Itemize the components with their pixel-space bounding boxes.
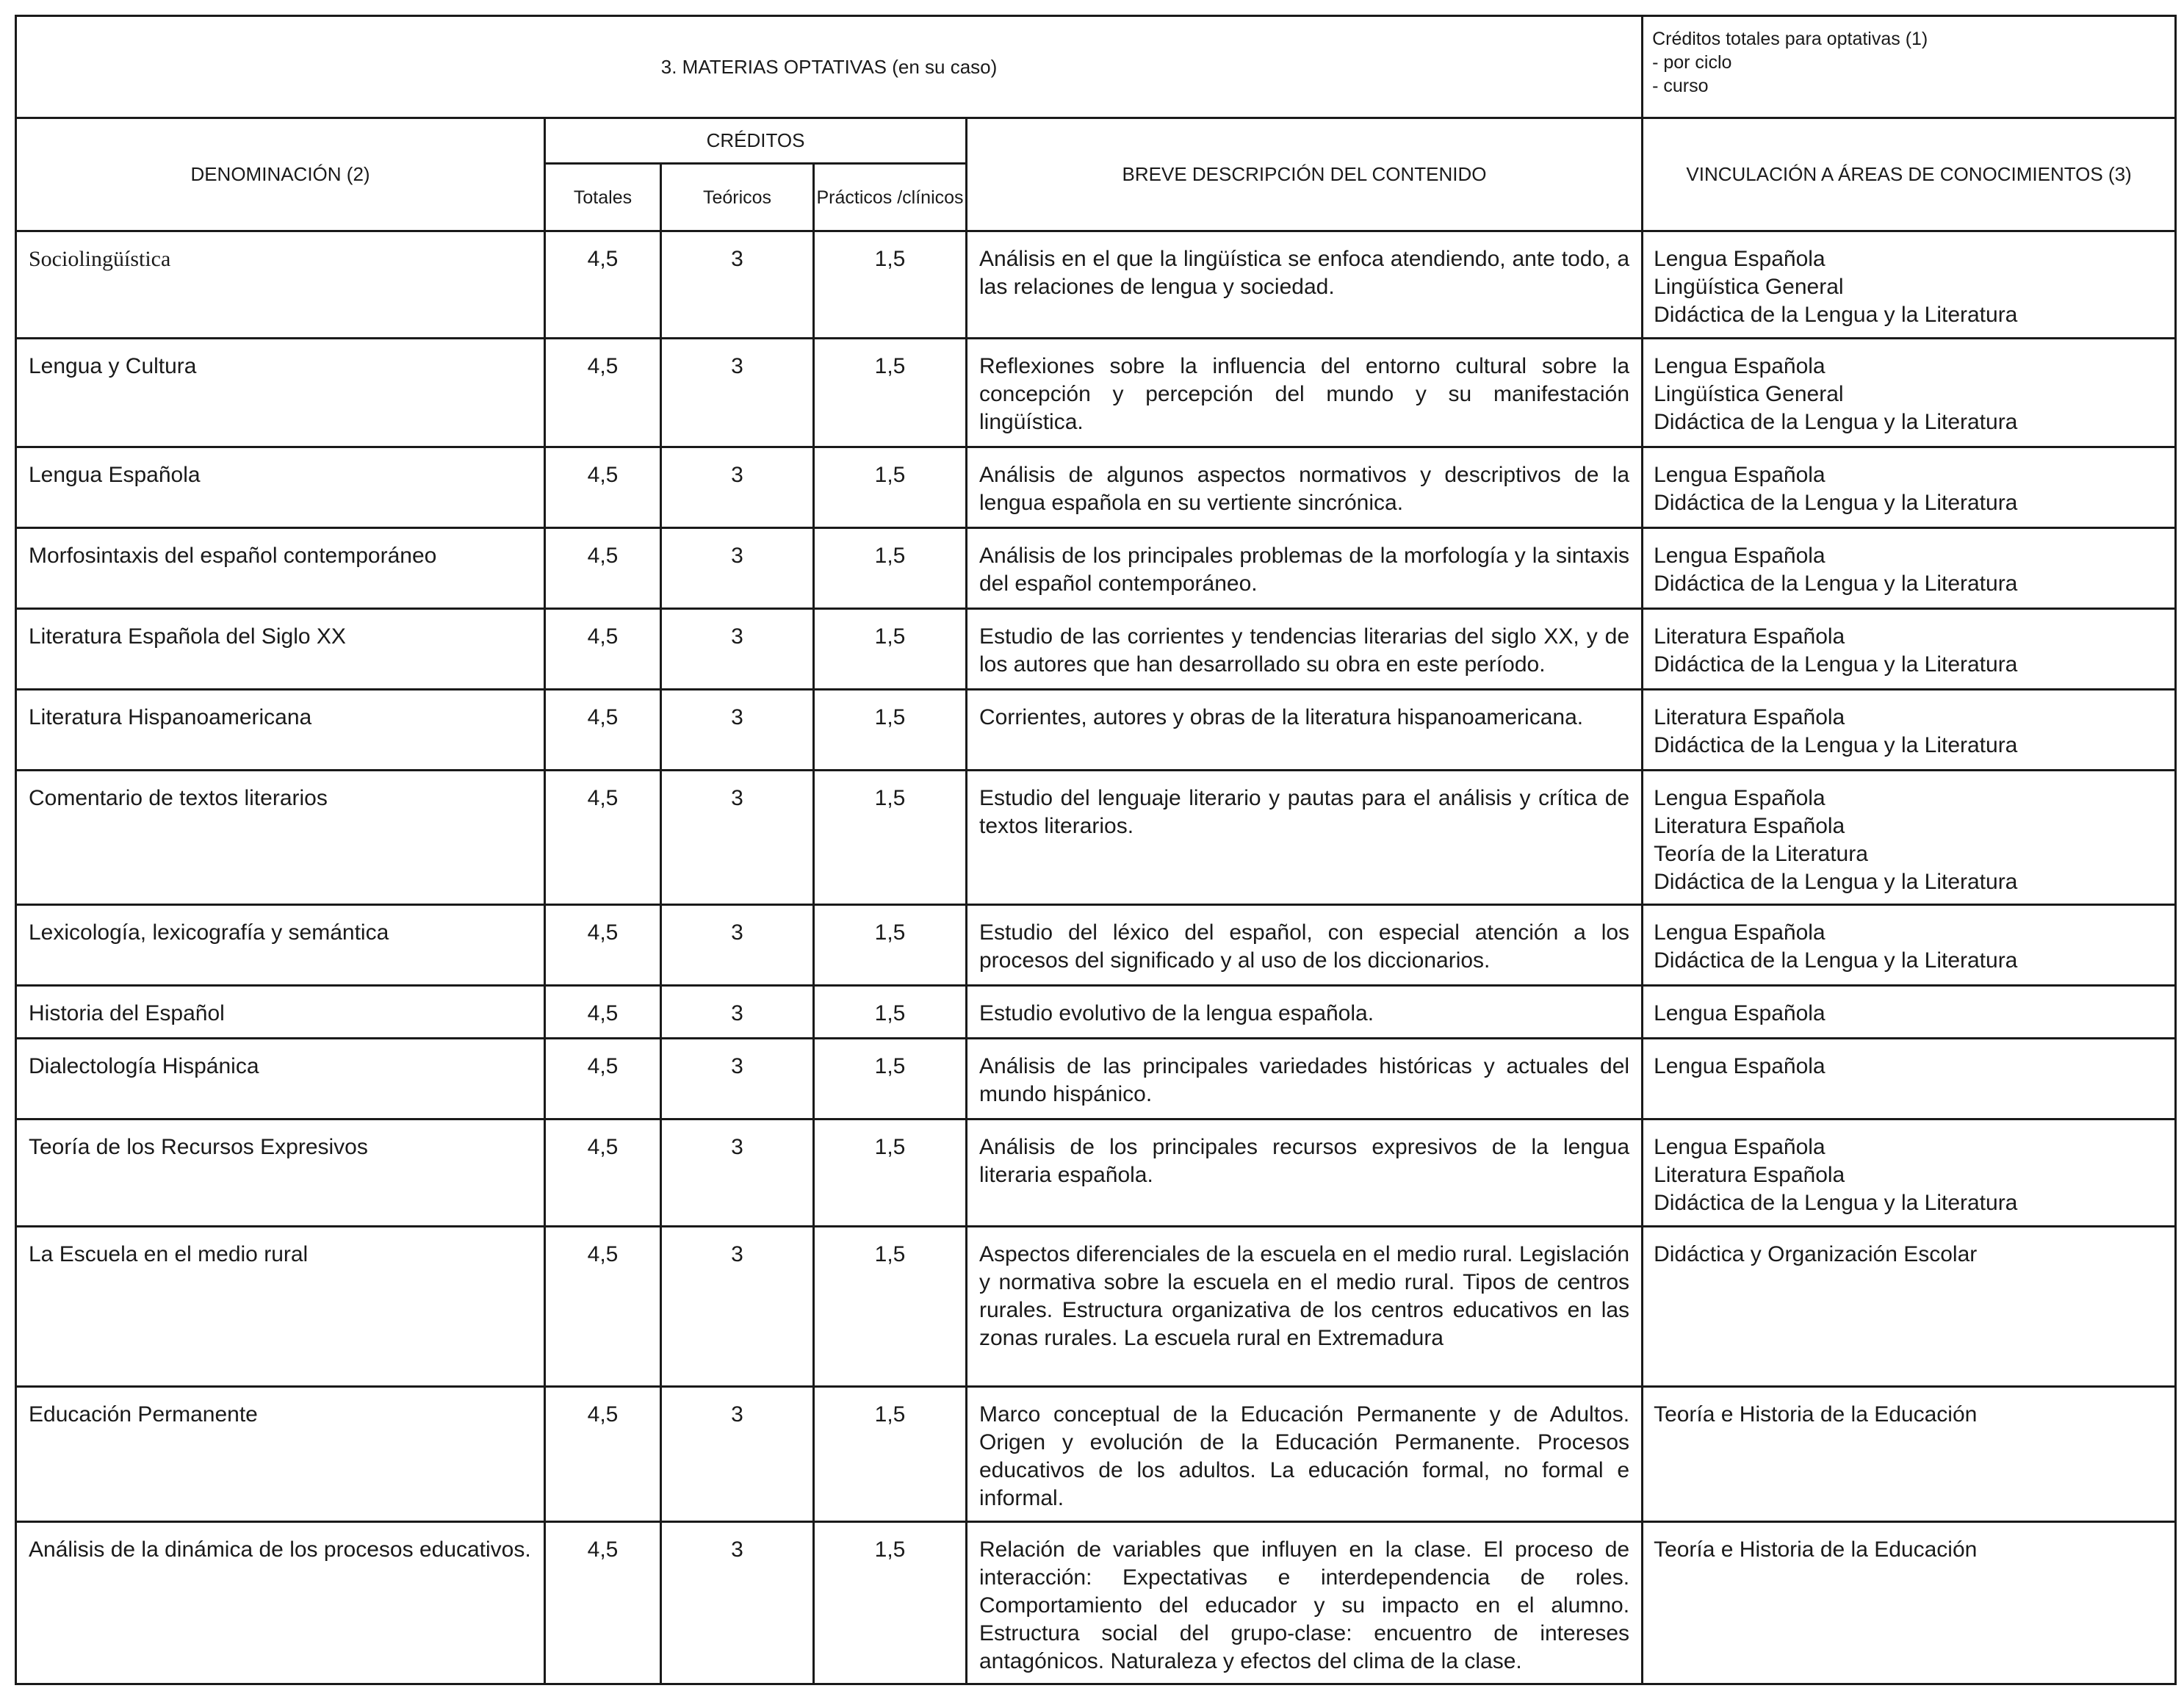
- knowledge-area-item: Didáctica de la Lengua y la Literatura: [1654, 870, 2018, 894]
- credits-totales: 4,5: [545, 231, 661, 339]
- knowledge-areas: [1643, 690, 2176, 771]
- credits-teoricos: 3: [661, 528, 814, 609]
- credits-per-course: - curso: [1652, 76, 1709, 96]
- credits-practicos: 1,5: [814, 1522, 967, 1684]
- table-row: [16, 231, 2176, 339]
- header-teoricos: Teóricos: [661, 164, 814, 231]
- credits-total-label: Créditos totales para optativas (1): [1652, 29, 1928, 49]
- knowledge-areas: [1643, 609, 2176, 690]
- subject-name: Teoría de los Recursos Expresivos: [16, 1119, 545, 1227]
- column-header-row: [16, 118, 2176, 164]
- knowledge-area-item: Didáctica y Organización Escolar: [1654, 1242, 1978, 1266]
- table-row: [16, 1227, 2176, 1387]
- knowledge-area-item: Lengua Española: [1654, 1054, 1826, 1078]
- credits-teoricos: 3: [661, 447, 814, 528]
- optional-subjects-table: [15, 15, 2177, 1685]
- subject-description: Corrientes, autores y obras de la literatura hispanoamericana.: [967, 690, 1643, 771]
- credits-practicos: 1,5: [814, 771, 967, 905]
- table-row: [16, 339, 2176, 447]
- knowledge-area-item: Lengua Española: [1654, 1001, 1826, 1025]
- credits-totales: 4,5: [545, 771, 661, 905]
- credits-totales: 4,5: [545, 1227, 661, 1387]
- table-row: [16, 771, 2176, 905]
- knowledge-area-item: Didáctica de la Lengua y la Literatura: [1654, 410, 2018, 434]
- table-row: [16, 1387, 2176, 1522]
- header-creditos: CRÉDITOS: [545, 118, 967, 164]
- knowledge-area-item: Lengua Española: [1654, 463, 1826, 487]
- subject-name: Morfosintaxis del español contemporáneo: [16, 528, 545, 609]
- subject-name: Lengua Española: [16, 447, 545, 528]
- knowledge-area-item: Teoría e Historia de la Educación: [1654, 1402, 1978, 1427]
- subject-description: Análisis de algunos aspectos normativos y descriptivos de la lengua española en su vertiente sincrónica.: [967, 447, 1643, 528]
- subject-description: Análisis en el que la lingüística se enfoca atendiendo, ante todo, a las relaciones de lengua y sociedad.: [967, 231, 1643, 339]
- subject-description: Estudio de las corrientes y tendencias literarias del siglo XX, y de los autores que han desarrollado su obra en este período.: [967, 609, 1643, 690]
- credits-practicos: 1,5: [814, 1039, 967, 1119]
- knowledge-areas: [1643, 986, 2176, 1039]
- knowledge-area-item: Lingüística General: [1654, 275, 1844, 299]
- subject-description: Análisis de las principales variedades históricas y actuales del mundo hispánico.: [967, 1039, 1643, 1119]
- table-row: [16, 609, 2176, 690]
- table-row: [16, 1522, 2176, 1684]
- subject-name: Literatura Hispanoamericana: [16, 690, 545, 771]
- subject-description: Relación de variables que influyen en la clase. El proceso de interacción: Expectativas e interdependencia de roles. Comportamiento del educador y su impacto en el alumno. Estructura social del grupo-clase: encuentro de intereses antagónicos. Naturaleza y efectos del clima de la clase.: [967, 1522, 1643, 1684]
- knowledge-area-item: Didáctica de la Lengua y la Literatura: [1654, 572, 2018, 596]
- credits-practicos: 1,5: [814, 339, 967, 447]
- knowledge-areas: [1643, 339, 2176, 447]
- knowledge-area-item: Didáctica de la Lengua y la Literatura: [1654, 652, 2018, 677]
- header-practicos: Prácticos /clínicos: [814, 164, 967, 231]
- subject-name: Lexicología, lexicografía y semántica: [16, 905, 545, 986]
- table-row: [16, 986, 2176, 1039]
- header-descripcion: BREVE DESCRIPCIÓN DEL CONTENIDO: [967, 118, 1643, 231]
- subject-name: Análisis de la dinámica de los procesos educativos.: [16, 1522, 545, 1684]
- knowledge-areas: [1643, 771, 2176, 905]
- table-row: [16, 1039, 2176, 1119]
- credits-totales: 4,5: [545, 528, 661, 609]
- knowledge-area-item: Literatura Española: [1654, 705, 1845, 729]
- knowledge-area-item: Didáctica de la Lengua y la Literatura: [1654, 733, 2018, 757]
- subject-description: Estudio del lenguaje literario y pautas para el análisis y crítica de textos literarios.: [967, 771, 1643, 905]
- credits-totales: 4,5: [545, 1119, 661, 1227]
- credits-teoricos: 3: [661, 771, 814, 905]
- header-denominacion: DENOMINACIÓN (2): [16, 118, 545, 231]
- credits-totales: 4,5: [545, 905, 661, 986]
- subject-name: Historia del Español: [16, 986, 545, 1039]
- subject-name: Educación Permanente: [16, 1387, 545, 1522]
- credits-practicos: 1,5: [814, 447, 967, 528]
- subject-name: Sociolingüística: [16, 231, 545, 339]
- subject-name: Literatura Española del Siglo XX: [16, 609, 545, 690]
- credits-totales: 4,5: [545, 1039, 661, 1119]
- credits-practicos: 1,5: [814, 905, 967, 986]
- credits-practicos: 1,5: [814, 609, 967, 690]
- knowledge-areas: [1643, 1227, 2176, 1387]
- knowledge-area-item: Literatura Española: [1654, 814, 1845, 838]
- subject-description: Análisis de los principales problemas de la morfología y la sintaxis del español contemporáneo.: [967, 528, 1643, 609]
- subject-description: Aspectos diferenciales de la escuela en el medio rural. Legislación y normativa sobre la escuela en el medio rural. Tipos de centros rurales. Estructura organizativa de los centros educativos en las zonas rurales. La escuela rural en Extremadura: [967, 1227, 1643, 1387]
- knowledge-areas: [1643, 447, 2176, 528]
- knowledge-areas: [1643, 528, 2176, 609]
- credits-teoricos: 3: [661, 231, 814, 339]
- knowledge-area-item: Lengua Española: [1654, 354, 1826, 378]
- credits-teoricos: 3: [661, 1522, 814, 1684]
- knowledge-area-item: Teoría de la Literatura: [1654, 842, 1868, 866]
- knowledge-area-item: Didáctica de la Lengua y la Literatura: [1654, 491, 2018, 515]
- credits-totales: 4,5: [545, 609, 661, 690]
- knowledge-area-item: Lengua Española: [1654, 1135, 1826, 1159]
- knowledge-areas: [1643, 905, 2176, 986]
- credits-practicos: 1,5: [814, 690, 967, 771]
- header-vinculacion: VINCULACIÓN A ÁREAS DE CONOCIMIENTOS (3): [1643, 118, 2176, 231]
- subject-name: Dialectología Hispánica: [16, 1039, 545, 1119]
- knowledge-area-item: Literatura Española: [1654, 624, 1845, 649]
- knowledge-area-item: Didáctica de la Lengua y la Literatura: [1654, 1191, 2018, 1215]
- section-title: 3. MATERIAS OPTATIVAS (en su caso): [16, 16, 1643, 118]
- credits-totales: 4,5: [545, 690, 661, 771]
- credits-practicos: 1,5: [814, 986, 967, 1039]
- knowledge-areas: [1643, 1387, 2176, 1522]
- subject-description: Reflexiones sobre la influencia del entorno cultural sobre la concepción y percepción del mundo y su manifestación lingüística.: [967, 339, 1643, 447]
- credits-totales: 4,5: [545, 986, 661, 1039]
- knowledge-area-item: Lengua Española: [1654, 544, 1826, 568]
- credits-teoricos: 3: [661, 1119, 814, 1227]
- subject-name: Lengua y Cultura: [16, 339, 545, 447]
- credits-totales: 4,5: [545, 1387, 661, 1522]
- credits-practicos: 1,5: [814, 1387, 967, 1522]
- knowledge-area-item: Didáctica de la Lengua y la Literatura: [1654, 948, 2018, 973]
- knowledge-areas: [1643, 1039, 2176, 1119]
- credits-teoricos: 3: [661, 609, 814, 690]
- credits-teoricos: 3: [661, 1039, 814, 1119]
- knowledge-area-item: Didáctica de la Lengua y la Literatura: [1654, 303, 2018, 327]
- subject-description: Marco conceptual de la Educación Permanente y de Adultos. Origen y evolución de la Educación Permanente. Procesos educativos de los adultos. La educación formal, no formal e informal.: [967, 1387, 1643, 1522]
- credits-total-box: [1643, 16, 2176, 118]
- credits-practicos: 1,5: [814, 1119, 967, 1227]
- document-page: [15, 15, 2174, 1685]
- credits-practicos: 1,5: [814, 231, 967, 339]
- knowledge-areas: [1643, 1522, 2176, 1684]
- knowledge-areas: [1643, 1119, 2176, 1227]
- table-row: [16, 690, 2176, 771]
- credits-teoricos: 3: [661, 986, 814, 1039]
- credits-teoricos: 3: [661, 1227, 814, 1387]
- table-row: [16, 528, 2176, 609]
- table-row: [16, 905, 2176, 986]
- header-totales: Totales: [545, 164, 661, 231]
- table-row: [16, 447, 2176, 528]
- knowledge-area-item: Teoría e Historia de la Educación: [1654, 1537, 1978, 1562]
- credits-totales: 4,5: [545, 339, 661, 447]
- credits-teoricos: 3: [661, 690, 814, 771]
- credits-practicos: 1,5: [814, 528, 967, 609]
- subject-name: La Escuela en el medio rural: [16, 1227, 545, 1387]
- credits-teoricos: 3: [661, 1387, 814, 1522]
- subject-description: Análisis de los principales recursos expresivos de la lengua literaria española.: [967, 1119, 1643, 1227]
- credits-totales: 4,5: [545, 447, 661, 528]
- table-row: [16, 1119, 2176, 1227]
- knowledge-area-item: Lingüística General: [1654, 382, 1844, 406]
- credits-totales: 4,5: [545, 1522, 661, 1684]
- knowledge-area-item: Lengua Española: [1654, 786, 1826, 810]
- knowledge-area-item: Lengua Española: [1654, 920, 1826, 945]
- credits-per-cycle: - por ciclo: [1652, 52, 1732, 73]
- subject-name: Comentario de textos literarios: [16, 771, 545, 905]
- credits-practicos: 1,5: [814, 1227, 967, 1387]
- knowledge-area-item: Literatura Española: [1654, 1163, 1845, 1187]
- credits-teoricos: 3: [661, 339, 814, 447]
- credits-teoricos: 3: [661, 905, 814, 986]
- knowledge-areas: [1643, 231, 2176, 339]
- knowledge-area-item: Lengua Española: [1654, 247, 1826, 271]
- subject-description: Estudio del léxico del español, con especial atención a los procesos del significado y al uso de los diccionarios.: [967, 905, 1643, 986]
- section-title-row: [16, 16, 2176, 118]
- subject-description: Estudio evolutivo de la lengua española.: [967, 986, 1643, 1039]
